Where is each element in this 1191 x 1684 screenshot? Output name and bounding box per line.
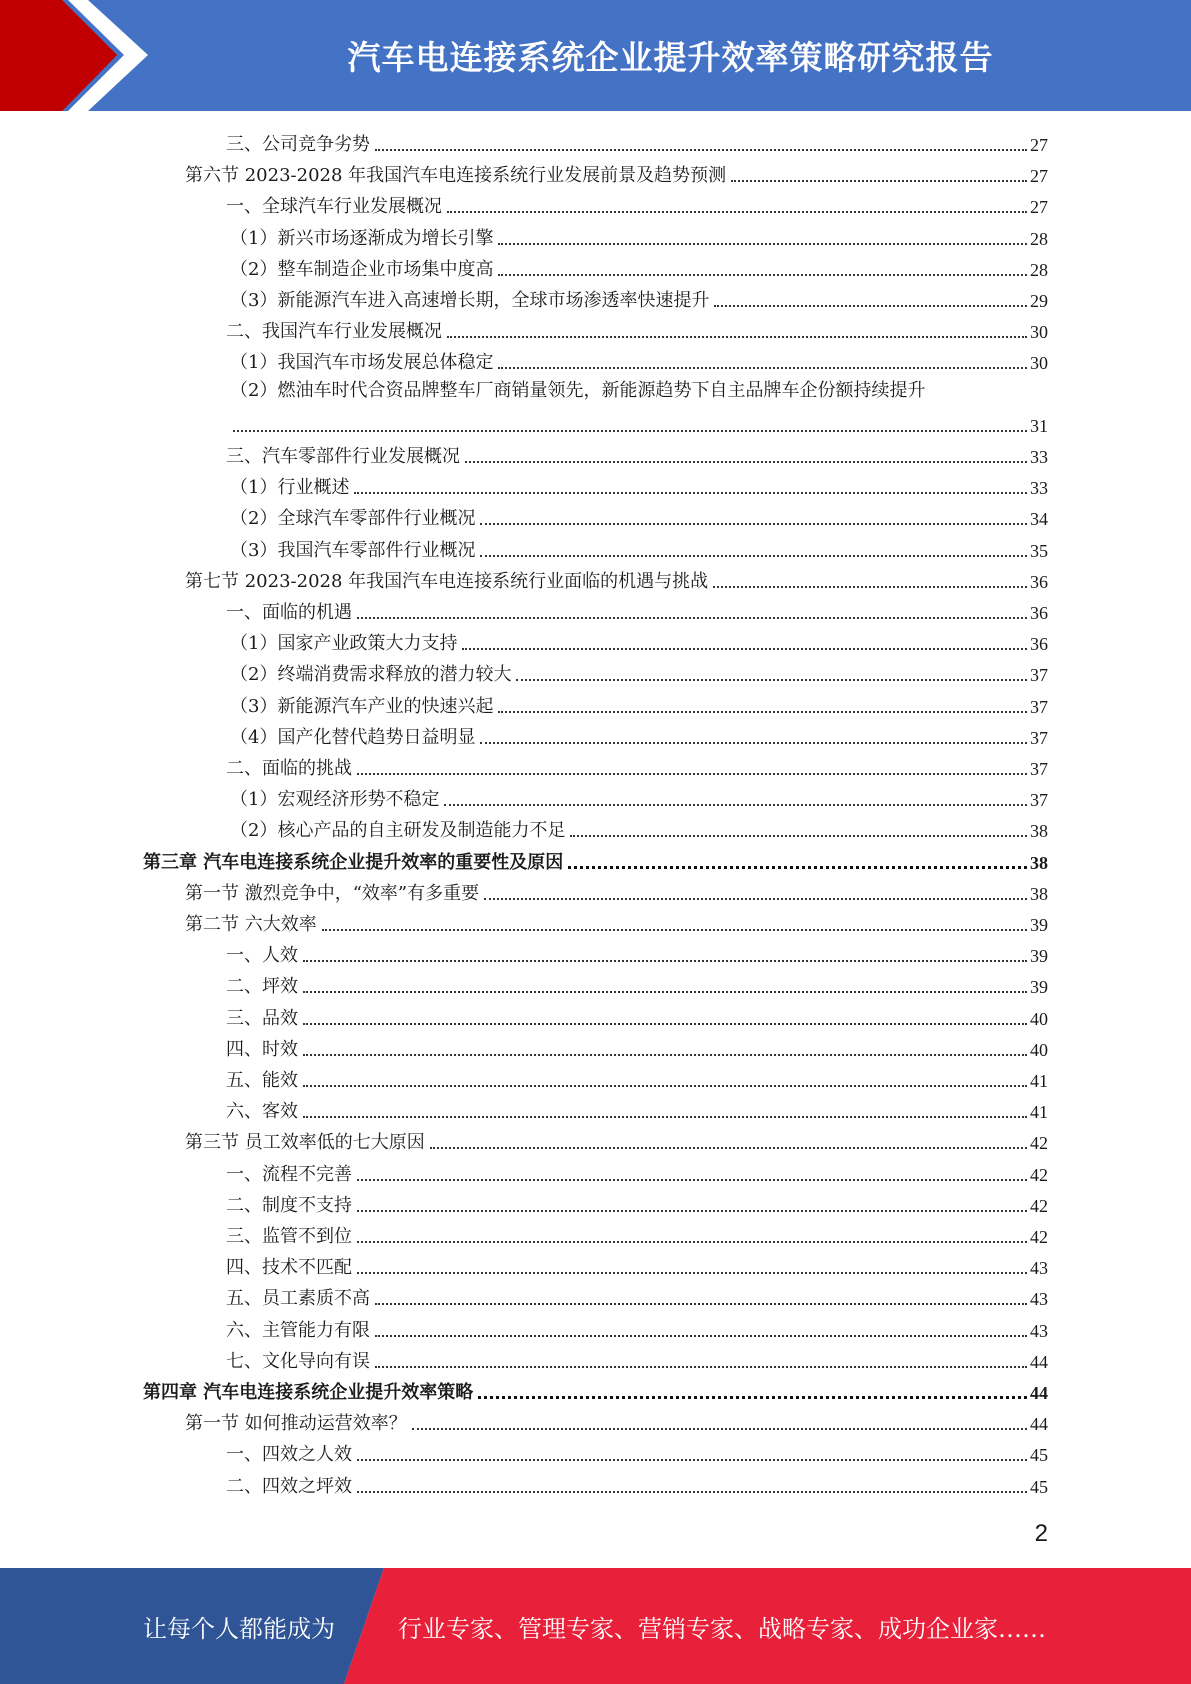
- toc-page-number: 45: [1030, 1476, 1048, 1497]
- toc-entry-title: 六、主管能力有限: [226, 1319, 370, 1341]
- toc-entry-title: 二、我国汽车行业发展概况: [226, 321, 442, 343]
- toc-page-number: 36: [1030, 571, 1048, 592]
- toc-entry[interactable]: [230, 719, 1048, 750]
- toc-entry[interactable]: [226, 1218, 1048, 1249]
- leader-dots: [412, 1428, 1027, 1430]
- toc-entry-title: 一、面临的机遇: [226, 602, 352, 623]
- toc-entry-title: 二、面临的挑战: [226, 758, 352, 779]
- toc-entry-title: 四、时效: [226, 1038, 298, 1060]
- toc-page-number: 38: [1030, 852, 1048, 873]
- leader-dots: [498, 711, 1027, 713]
- leader-dots: [447, 336, 1027, 338]
- toc-entry[interactable]: [226, 126, 1048, 157]
- leader-dots: [465, 461, 1027, 463]
- toc-entry-title: （4）国产化替代趋势日益明显: [230, 726, 476, 748]
- toc-page-number: 37: [1030, 790, 1048, 811]
- toc-page-number: 37: [1030, 727, 1048, 748]
- toc-page-number: 38: [1030, 821, 1048, 842]
- toc-page-number: 42: [1030, 1133, 1048, 1154]
- footer-roles: 行业专家、管理专家、营销专家、战略专家、成功企业家……: [398, 1614, 1046, 1643]
- toc-page-number: 36: [1030, 603, 1048, 623]
- leader-dots: [303, 960, 1027, 962]
- toc-entry[interactable]: [230, 532, 1048, 563]
- toc-entry[interactable]: [226, 1312, 1048, 1343]
- toc-entry-title: 二、制度不支持: [226, 1194, 352, 1216]
- leader-dots: [357, 1491, 1027, 1493]
- toc-entry-title: （2）终端消费需求释放的潜力较大: [230, 664, 512, 686]
- leader-dots: [357, 1210, 1027, 1212]
- toc-page-number: 36: [1030, 634, 1048, 655]
- toc-entry-title: （1）国家产业政策大力支持: [230, 633, 458, 655]
- toc-entry[interactable]: [226, 1031, 1048, 1062]
- toc-entry[interactable]: [226, 1156, 1048, 1187]
- toc-page-number: 28: [1030, 228, 1048, 249]
- leader-dots: [375, 1303, 1027, 1305]
- toc-page-number: 33: [1030, 447, 1048, 467]
- leader-dots: [430, 1147, 1027, 1149]
- footer-slogan: 让每个人都能成为: [143, 1614, 335, 1643]
- toc-page-number: 43: [1030, 1258, 1048, 1279]
- leader-dots: [357, 1272, 1027, 1274]
- toc-entry-title: （1）宏观经济形势不稳定: [230, 789, 440, 811]
- toc-page-number: 44: [1030, 1414, 1048, 1435]
- toc-entry-title: 三、公司竞争劣势: [226, 134, 370, 155]
- toc-entry[interactable]: [230, 781, 1048, 812]
- toc-entry[interactable]: [226, 1187, 1048, 1218]
- leader-dots: [498, 274, 1027, 276]
- toc-entry[interactable]: [226, 750, 1048, 781]
- page-number: 2: [1034, 1520, 1048, 1547]
- leader-dots: [498, 367, 1027, 369]
- leader-dots: [447, 211, 1027, 213]
- toc-entry-text[interactable]: （2）燃油车时代合资品牌整车厂商销量领先，新能源趋势下自主品牌车企份额持续提升: [230, 379, 926, 401]
- toc-entry[interactable]: [185, 906, 1048, 937]
- toc-entry[interactable]: [230, 251, 1048, 282]
- toc-entry-title: （3）我国汽车零部件行业概况: [230, 539, 476, 561]
- leader-dots: [480, 523, 1027, 525]
- leader-dots: [322, 929, 1027, 931]
- toc-page-number: 27: [1030, 135, 1048, 155]
- toc-page-number: 28: [1030, 259, 1048, 280]
- toc-entry[interactable]: [226, 1093, 1048, 1124]
- toc-page-number: 43: [1030, 1289, 1048, 1310]
- leader-dots: [714, 305, 1027, 307]
- toc-entry-title: 第二节 六大效率: [185, 914, 317, 935]
- toc-entry-title: 七、文化导向有误: [226, 1350, 370, 1372]
- toc-entry-title: 第三章 汽车电连接系统企业提升效率的重要性及原因: [143, 851, 564, 873]
- toc-entry[interactable]: [230, 220, 1048, 251]
- leader-dots: [303, 1116, 1027, 1118]
- toc-entry[interactable]: [185, 157, 1048, 188]
- toc-entry-title: （2）全球汽车零部件行业概况: [230, 508, 476, 530]
- toc-entry-title: 三、监管不到位: [226, 1226, 352, 1247]
- toc-entry[interactable]: [230, 656, 1048, 687]
- toc-page-number: 42: [1030, 1227, 1048, 1247]
- toc-entry[interactable]: [226, 1249, 1048, 1280]
- toc-entry[interactable]: [230, 469, 1048, 500]
- toc-page-number: 30: [1030, 353, 1048, 374]
- toc-entry[interactable]: [230, 282, 1048, 313]
- toc-entry[interactable]: [226, 313, 1048, 344]
- toc-entry-title: （3）新能源汽车产业的快速兴起: [230, 695, 494, 717]
- toc-entry-title: 二、坪效: [226, 976, 298, 998]
- toc-page-number: 42: [1030, 1195, 1048, 1216]
- toc-page-number: 37: [1030, 759, 1048, 779]
- toc-entry[interactable]: [230, 344, 1048, 375]
- toc-entry[interactable]: [230, 407, 1048, 438]
- toc-entry-title: （1）行业概述: [230, 477, 350, 499]
- toc-chapter-entry[interactable]: [143, 844, 1048, 875]
- toc-page-number: 44: [1030, 1351, 1048, 1372]
- leader-dots: [375, 149, 1027, 151]
- toc-page-number: 44: [1030, 1383, 1048, 1403]
- toc-entry-title: 一、流程不完善: [226, 1163, 352, 1185]
- toc-page-number: 31: [1030, 415, 1048, 436]
- toc-page-number: 39: [1030, 946, 1048, 967]
- toc-entry-title: 五、能效: [226, 1070, 298, 1091]
- toc-page-number: 34: [1030, 509, 1048, 530]
- leader-dots: [570, 835, 1027, 837]
- toc-entry[interactable]: [226, 1343, 1048, 1374]
- leader-dots: [478, 1396, 1027, 1399]
- leader-dots: [357, 1179, 1027, 1181]
- toc-page-number: 33: [1030, 478, 1048, 499]
- toc-entry-title: 第一节 如何推动运营效率？: [185, 1413, 407, 1435]
- leader-dots: [303, 1023, 1027, 1025]
- leader-dots: [713, 586, 1027, 588]
- toc-entry[interactable]: [226, 188, 1048, 219]
- toc-entry[interactable]: [226, 968, 1048, 999]
- toc-entry-title: （1）新兴市场逐渐成为增长引擎: [230, 227, 494, 249]
- toc-entry[interactable]: [230, 688, 1048, 719]
- toc-entry-title: （3）新能源汽车进入高速增长期，全球市场渗透率快速提升: [230, 290, 710, 311]
- report-title: 汽车电连接系统企业提升效率策略研究报告: [347, 38, 994, 77]
- leader-dots: [480, 555, 1027, 557]
- toc-page-number: 43: [1030, 1320, 1048, 1341]
- toc-entry-title: 五、员工素质不高: [226, 1288, 370, 1310]
- toc-page-number: 41: [1030, 1071, 1048, 1091]
- toc-page-number: 40: [1030, 1039, 1048, 1060]
- leader-dots: [375, 1366, 1027, 1368]
- toc-entry-title: 第七节 2023-2028 年我国汽车电连接系统行业面临的机遇与挑战: [185, 570, 709, 592]
- toc-entry[interactable]: [226, 937, 1048, 968]
- toc-page-number: 45: [1030, 1445, 1048, 1466]
- toc-entry-title: 第三节 员工效率低的七大原因: [185, 1132, 425, 1154]
- leader-dots: [498, 243, 1027, 245]
- toc-entry-title: 第四章 汽车电连接系统企业提升效率策略: [143, 1382, 474, 1403]
- toc-page-number: 37: [1030, 696, 1048, 717]
- toc-page-number: 30: [1030, 322, 1048, 343]
- toc-entry[interactable]: [226, 1468, 1048, 1499]
- toc-entry[interactable]: [185, 1405, 1048, 1436]
- page-footer: [0, 1568, 1191, 1684]
- leader-dots: [731, 180, 1027, 182]
- leader-dots: [480, 742, 1027, 744]
- toc-entry[interactable]: [226, 1436, 1048, 1467]
- leader-dots: [357, 773, 1027, 775]
- leader-dots: [462, 648, 1027, 650]
- toc-page-number: 35: [1030, 540, 1048, 561]
- toc-page-number: 27: [1030, 166, 1048, 187]
- leader-dots: [357, 1459, 1027, 1461]
- toc-entry[interactable]: [226, 1280, 1048, 1311]
- toc-entry[interactable]: [226, 1062, 1048, 1093]
- toc-page-number: 42: [1030, 1164, 1048, 1185]
- toc-page-number: 38: [1030, 883, 1048, 904]
- toc-entry[interactable]: [226, 594, 1048, 625]
- chevron-arrow-decoration: [0, 0, 160, 111]
- toc-entry-title: 第一节 激烈竞争中，“效率”有多重要: [185, 882, 480, 904]
- toc-entry-title: 六、客效: [226, 1101, 298, 1123]
- leader-dots: [233, 430, 1027, 432]
- toc-entry-title: （2）整车制造企业市场集中度高: [230, 258, 494, 280]
- toc-entry[interactable]: [226, 438, 1048, 469]
- toc-entry-title: 一、人效: [226, 945, 298, 967]
- leader-dots: [354, 492, 1027, 494]
- leader-dots: [303, 991, 1027, 993]
- toc-entry-title: 一、全球汽车行业发展概况: [226, 196, 442, 218]
- leader-dots: [568, 866, 1027, 869]
- toc-entry-title: 一、四效之人效: [226, 1444, 352, 1466]
- toc-page-number: 40: [1030, 1008, 1048, 1029]
- toc-page-number: 29: [1030, 291, 1048, 311]
- toc-page-number: 37: [1030, 665, 1048, 686]
- leader-dots: [357, 617, 1027, 619]
- toc-chapter-entry[interactable]: [143, 1374, 1048, 1405]
- toc-page-number: 39: [1030, 915, 1048, 935]
- toc-entry-title: 三、品效: [226, 1007, 298, 1029]
- toc-entry[interactable]: [226, 1000, 1048, 1031]
- leader-dots: [357, 1241, 1027, 1243]
- leader-dots: [516, 679, 1027, 681]
- toc-entry-title: 四、技术不匹配: [226, 1257, 352, 1279]
- toc-page-number: 41: [1030, 1102, 1048, 1123]
- toc-entry[interactable]: [230, 500, 1048, 531]
- leader-dots: [484, 898, 1027, 900]
- toc-page-number: 27: [1030, 197, 1048, 218]
- toc-entry[interactable]: [230, 812, 1048, 843]
- toc-page-number: 39: [1030, 977, 1048, 998]
- toc-entry-title: （2）核心产品的自主研发及制造能力不足: [230, 820, 566, 842]
- leader-dots: [303, 1085, 1027, 1087]
- leader-dots: [375, 1335, 1027, 1337]
- leader-dots: [444, 804, 1027, 806]
- toc-entry[interactable]: [185, 875, 1048, 906]
- toc-entry-title: 三、汽车零部件行业发展概况: [226, 446, 460, 467]
- toc-entry[interactable]: [185, 563, 1048, 594]
- toc-entry-title: 二、四效之坪效: [226, 1475, 352, 1497]
- page-header: [0, 0, 1191, 111]
- toc-entry[interactable]: [230, 625, 1048, 656]
- toc-entry-title: （1）我国汽车市场发展总体稳定: [230, 352, 494, 374]
- toc-entry[interactable]: [185, 1124, 1048, 1155]
- leader-dots: [303, 1054, 1027, 1056]
- toc-entry-title: 第六节 2023-2028 年我国汽车电连接系统行业发展前景及趋势预测: [185, 165, 727, 187]
